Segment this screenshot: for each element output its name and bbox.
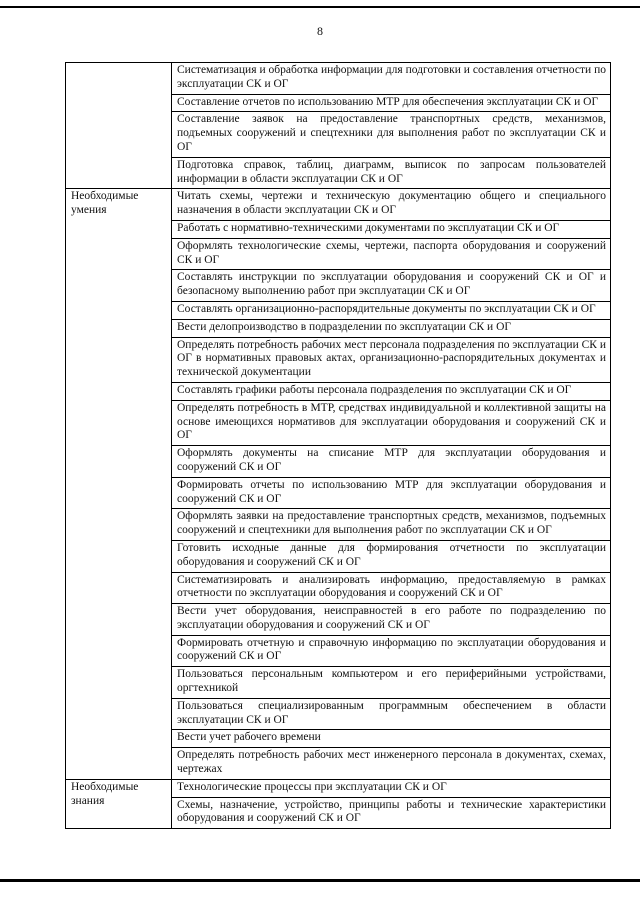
table-cell: Пользоваться специализированным программным обеспечением в области эксплуатации СК и ОГ [172, 698, 611, 730]
table-cell: Читать схемы, чертежи и техническую документацию общего и специального назначения в области эксплуатации СК и ОГ [172, 189, 611, 221]
table-cell: Составление заявок на предоставление транспортных средств, механизмов, подъемных сооружений и спецтехники для выполнения работ по эксплуатации СК и ОГ [172, 112, 611, 157]
table-cell: Вести делопроизводство в подразделении по эксплуатации СК и ОГ [172, 319, 611, 337]
table-cell: Систематизация и обработка информации для подготовки и составления отчетности по эксплуатации СК и ОГ [172, 63, 611, 95]
table-cell: Оформлять документы на списание МТР для эксплуатации оборудования и сооружений СК и ОГ [172, 446, 611, 478]
spec-table-body [66, 63, 611, 829]
table-row [66, 779, 611, 797]
section-label-cell: Необходимые умения [66, 189, 172, 779]
table-cell: Работать с нормативно-техническими документами по эксплуатации СК и ОГ [172, 220, 611, 238]
table-cell: Схемы, назначение, устройство, принципы работы и технические характеристики оборудования и сооружений СК и ОГ [172, 797, 611, 829]
table-row [66, 189, 611, 221]
table-cell: Составлять графики работы персонала подразделения по эксплуатации СК и ОГ [172, 382, 611, 400]
table-cell: Готовить исходные данные для формирования отчетности по эксплуатации оборудования и сооружений СК и ОГ [172, 540, 611, 572]
table-cell: Систематизировать и анализировать информацию, предоставляемую в рамках отчетности по эксплуатации оборудования и сооружений СК и ОГ [172, 572, 611, 604]
table-cell: Составление отчетов по использованию МТР для обеспечения эксплуатации СК и ОГ [172, 94, 611, 112]
table-cell: Составлять инструкции по эксплуатации оборудования и сооружений СК и ОГ и безопасному выполнению работ при эксплуатации СК и ОГ [172, 270, 611, 302]
table-cell: Определять потребность рабочих мест инженерного персонала в документах, схемах, чертежах [172, 748, 611, 780]
section-label-cell: Необходимые знания [66, 779, 172, 828]
table-cell: Определять потребность рабочих мест персонала подразделения по эксплуатации СК и ОГ в нормативных правовых актах, организационно-распорядительных документах и технической документации [172, 337, 611, 382]
table-row [66, 63, 611, 95]
table-cell: Определять потребность в МТР, средствах индивидуальной и коллективной защиты на основе имеющихся нормативов для эксплуатации оборудования и сооружений СК и ОГ [172, 400, 611, 445]
section-label-cell [66, 63, 172, 189]
table-cell: Технологические процессы при эксплуатации СК и ОГ [172, 779, 611, 797]
page-number: 8 [317, 24, 323, 38]
table-cell: Составлять организационно-распорядительные документы по эксплуатации СК и ОГ [172, 301, 611, 319]
top-rule [0, 6, 640, 8]
table-cell: Пользоваться персональным компьютером и его периферийными устройствами, оргтехникой [172, 667, 611, 699]
spec-table [65, 62, 611, 829]
table-cell: Подготовка справок, таблиц, диаграмм, выписок по запросам пользователей информации в области эксплуатации СК и ОГ [172, 157, 611, 189]
table-cell: Оформлять технологические схемы, чертежи, паспорта оборудования и сооружений СК и ОГ [172, 238, 611, 270]
table-cell: Формировать отчетную и справочную информацию по эксплуатации оборудования и сооружений СК и ОГ [172, 635, 611, 667]
table-cell: Вести учет оборудования, неисправностей в его работе по подразделению по эксплуатации оборудования и сооружений СК и ОГ [172, 604, 611, 636]
table-cell: Формировать отчеты по использованию МТР для эксплуатации оборудования и сооружений СК и ОГ [172, 477, 611, 509]
table-cell: Оформлять заявки на предоставление транспортных средств, механизмов, подъемных сооружений и спецтехники для выполнения работ по эксплуатации СК и ОГ [172, 509, 611, 541]
bottom-rule [0, 879, 640, 882]
table-cell: Вести учет рабочего времени [172, 730, 611, 748]
